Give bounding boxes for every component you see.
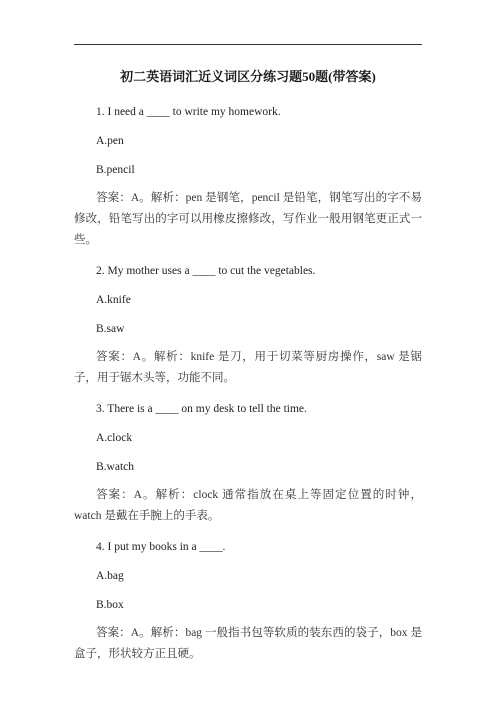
option-b: B.box [96, 599, 124, 611]
answer-explanation: 答案：A。解析：pen 是钢笔，pencil 是铅笔，钢笔写出的字不易修改，铅笔写出的字可以用橡皮擦修改，写作业一般用钢笔更正式一些。 [74, 192, 422, 246]
option-a: A.pen [96, 135, 124, 147]
question-text: 3. There is a ____ on my desk to tell the time. [96, 403, 307, 415]
question-text: 4. I put my books in a ____. [96, 541, 226, 553]
answer-explanation: 答案：A。解析：knife 是刀，用于切菜等厨房操作，saw 是锯子，用于锯木头等，功能不同。 [74, 351, 422, 384]
option-a: A.clock [96, 432, 133, 444]
answer-explanation: 答案：A。解析：clock 通常指放在桌上等固定位置的时钟，watch 是戴在手腕上的手表。 [74, 489, 422, 522]
answer-explanation: 答案：A。解析：bag 一般指书包等软质的装东西的袋子，box 是盒子，形状较方正且硬。 [74, 627, 422, 660]
option-b: B.watch [96, 461, 135, 473]
header-rule [74, 44, 422, 45]
option-a: A.knife [96, 294, 131, 306]
option-b: B.saw [96, 323, 125, 335]
option-b: B.pencil [96, 164, 135, 176]
question-text: 2. My mother uses a ____ to cut the vegetables. [96, 265, 316, 277]
question-text: 1. I need a ____ to write my homework. [96, 106, 281, 118]
document-title: 初二英语词汇近义词区分练习题50题(带答案) [120, 69, 376, 84]
option-a: A.bag [96, 570, 124, 582]
question-list [74, 104, 422, 677]
